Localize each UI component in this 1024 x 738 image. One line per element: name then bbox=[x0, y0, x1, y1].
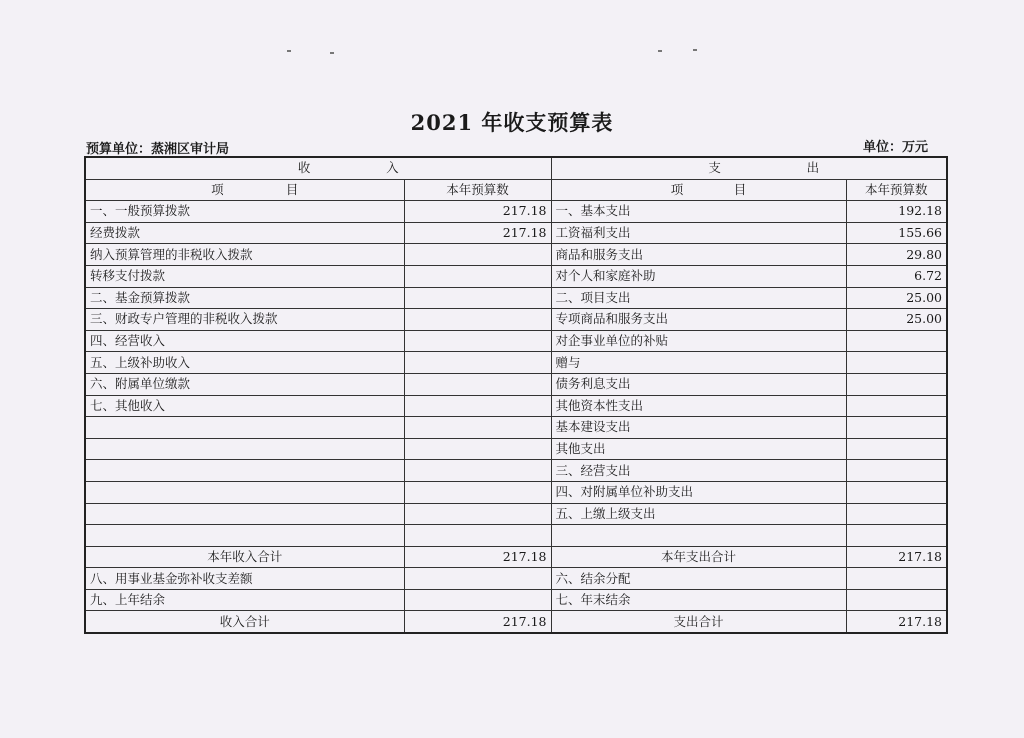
income-item-value bbox=[404, 568, 551, 590]
income-item-label: 六、附属单位缴款 bbox=[85, 373, 404, 395]
expense-item-label: 对个人和家庭补助 bbox=[551, 265, 846, 287]
expense-item-label: 一、基本支出 bbox=[551, 201, 846, 223]
scan-speck bbox=[330, 52, 334, 54]
expense-section-header bbox=[551, 157, 947, 179]
income-item-value bbox=[404, 265, 551, 287]
table-row bbox=[85, 438, 947, 460]
currency-unit: 单位：万元 bbox=[862, 140, 928, 155]
income-item-value bbox=[404, 460, 551, 482]
income-item-value bbox=[404, 503, 551, 525]
expense-total-label: 支出合计 bbox=[551, 611, 846, 633]
total-row bbox=[85, 611, 947, 633]
expense-item-label: 其他支出 bbox=[551, 438, 846, 460]
expense-item-label: 债务利息支出 bbox=[551, 373, 846, 395]
expense-subtotal-label: 本年支出合计 bbox=[551, 546, 846, 568]
income-item-label bbox=[85, 438, 404, 460]
table-row bbox=[85, 265, 947, 287]
table-row bbox=[85, 395, 947, 417]
income-item-label: 一、一般预算拨款 bbox=[85, 201, 404, 223]
header-row-sections bbox=[85, 157, 947, 179]
income-item-label: 四、经营收入 bbox=[85, 330, 404, 352]
income-section-header bbox=[85, 157, 551, 179]
expense-item-label: 五、上缴上级支出 bbox=[551, 503, 846, 525]
expense-item-label: 专项商品和服务支出 bbox=[551, 309, 846, 331]
expense-budget-header: 本年预算数 bbox=[846, 179, 947, 201]
table-row bbox=[85, 460, 947, 482]
income-item-value bbox=[404, 330, 551, 352]
expense-item-value bbox=[846, 503, 947, 525]
expense-item-label: 对企事业单位的补贴 bbox=[551, 330, 846, 352]
expense-item-value bbox=[846, 568, 947, 590]
table-row bbox=[85, 568, 947, 590]
expense-item-label: 七、年末结余 bbox=[551, 589, 846, 611]
expense-item-value: 6.72 bbox=[846, 265, 947, 287]
expense-item-value bbox=[846, 352, 947, 374]
expense-item-label: 三、经营支出 bbox=[551, 460, 846, 482]
table-row bbox=[85, 373, 947, 395]
budget-table bbox=[84, 156, 948, 634]
income-subtotal-value: 217.18 bbox=[404, 546, 551, 568]
expense-item-value: 155.66 bbox=[846, 222, 947, 244]
income-item-value bbox=[404, 438, 551, 460]
income-item-value bbox=[404, 417, 551, 439]
income-item-label bbox=[85, 417, 404, 439]
item-header-char: 项 bbox=[211, 181, 224, 197]
expense-item-value: 25.00 bbox=[846, 309, 947, 331]
income-item-label: 五、上级补助收入 bbox=[85, 352, 404, 374]
income-item-label: 九、上年结余 bbox=[85, 589, 404, 611]
item-header-char: 项 bbox=[670, 181, 684, 197]
expense-item-label: 赠与 bbox=[551, 352, 846, 374]
expense-item-value: 29.80 bbox=[846, 244, 947, 266]
expense-item-value: 25.00 bbox=[846, 287, 947, 309]
income-item-label: 八、用事业基金弥补收支差额 bbox=[85, 568, 404, 590]
income-item-label: 经费拨款 bbox=[85, 222, 404, 244]
table-row bbox=[85, 503, 947, 525]
expense-item-label: 基本建设支出 bbox=[551, 417, 846, 439]
income-item-label bbox=[85, 460, 404, 482]
expense-item-value bbox=[846, 525, 947, 547]
expense-item-value bbox=[846, 481, 947, 503]
income-item-label: 纳入预算管理的非税收入拨款 bbox=[85, 244, 404, 266]
table-row bbox=[85, 222, 947, 244]
income-budget-header: 本年预算数 bbox=[404, 179, 551, 201]
income-item-label bbox=[85, 503, 404, 525]
table-row bbox=[85, 201, 947, 223]
expense-item-value bbox=[846, 330, 947, 352]
subtotal-row bbox=[85, 546, 947, 568]
expense-item-label: 其他资本性支出 bbox=[551, 395, 846, 417]
income-item-value bbox=[404, 244, 551, 266]
income-subtotal-label: 本年收入合计 bbox=[85, 546, 404, 568]
item-header-char: 目 bbox=[285, 181, 299, 197]
income-item-label: 七、其他收入 bbox=[85, 395, 404, 417]
table-row bbox=[85, 352, 947, 374]
income-header-char: 入 bbox=[386, 160, 399, 176]
table-row bbox=[85, 417, 947, 439]
expense-item-label bbox=[551, 525, 846, 547]
expense-total-value: 217.18 bbox=[846, 611, 947, 633]
income-item-label bbox=[85, 525, 404, 547]
income-item-label: 三、财政专户管理的非税收入拨款 bbox=[85, 309, 404, 331]
table-row bbox=[85, 244, 947, 266]
table-row bbox=[85, 330, 947, 352]
income-item-value: 217.18 bbox=[404, 222, 551, 244]
scan-speck bbox=[287, 50, 291, 52]
expense-subtotal-value: 217.18 bbox=[846, 546, 947, 568]
table-row bbox=[85, 525, 947, 547]
scan-speck bbox=[693, 49, 697, 51]
income-item-label: 转移支付拨款 bbox=[85, 265, 404, 287]
budget-table-body bbox=[85, 157, 947, 633]
table-row bbox=[85, 481, 947, 503]
expense-item-value bbox=[846, 395, 947, 417]
income-header-char: 收 bbox=[297, 160, 311, 176]
income-item-value bbox=[404, 352, 551, 374]
table-row bbox=[85, 309, 947, 331]
income-item-value bbox=[404, 395, 551, 417]
expense-item-value bbox=[846, 373, 947, 395]
expense-item-value bbox=[846, 417, 947, 439]
income-item-label bbox=[85, 481, 404, 503]
expense-header-char: 出 bbox=[806, 160, 820, 176]
header-row-columns bbox=[85, 179, 947, 201]
income-item-label: 二、基金预算拨款 bbox=[85, 287, 404, 309]
expense-item-header bbox=[551, 179, 846, 201]
budget-unit: 预算单位：蒸湘区审计局 bbox=[86, 142, 230, 157]
income-item-value bbox=[404, 309, 551, 331]
expense-item-value: 192.18 bbox=[846, 201, 947, 223]
income-item-header bbox=[85, 179, 404, 201]
expense-header-char: 支 bbox=[708, 160, 721, 176]
income-item-value bbox=[404, 373, 551, 395]
income-item-value bbox=[404, 287, 551, 309]
expense-item-label: 六、结余分配 bbox=[551, 568, 846, 590]
income-item-value bbox=[404, 525, 551, 547]
income-item-value: 217.18 bbox=[404, 201, 551, 223]
item-header-char: 目 bbox=[733, 181, 747, 197]
income-item-value bbox=[404, 589, 551, 611]
page-title: 2021 年收支预算表 bbox=[410, 110, 614, 135]
table-row bbox=[85, 287, 947, 309]
expense-item-value bbox=[846, 589, 947, 611]
income-item-value bbox=[404, 481, 551, 503]
expense-item-label: 工资福利支出 bbox=[551, 222, 846, 244]
income-total-value: 217.18 bbox=[404, 611, 551, 633]
expense-item-value bbox=[846, 438, 947, 460]
expense-item-label: 二、项目支出 bbox=[551, 287, 846, 309]
income-total-label: 收入合计 bbox=[85, 611, 404, 633]
expense-item-value bbox=[846, 460, 947, 482]
table-row bbox=[85, 589, 947, 611]
expense-item-label: 四、对附属单位补助支出 bbox=[551, 481, 846, 503]
scan-speck bbox=[658, 50, 662, 52]
expense-item-label: 商品和服务支出 bbox=[551, 244, 846, 266]
